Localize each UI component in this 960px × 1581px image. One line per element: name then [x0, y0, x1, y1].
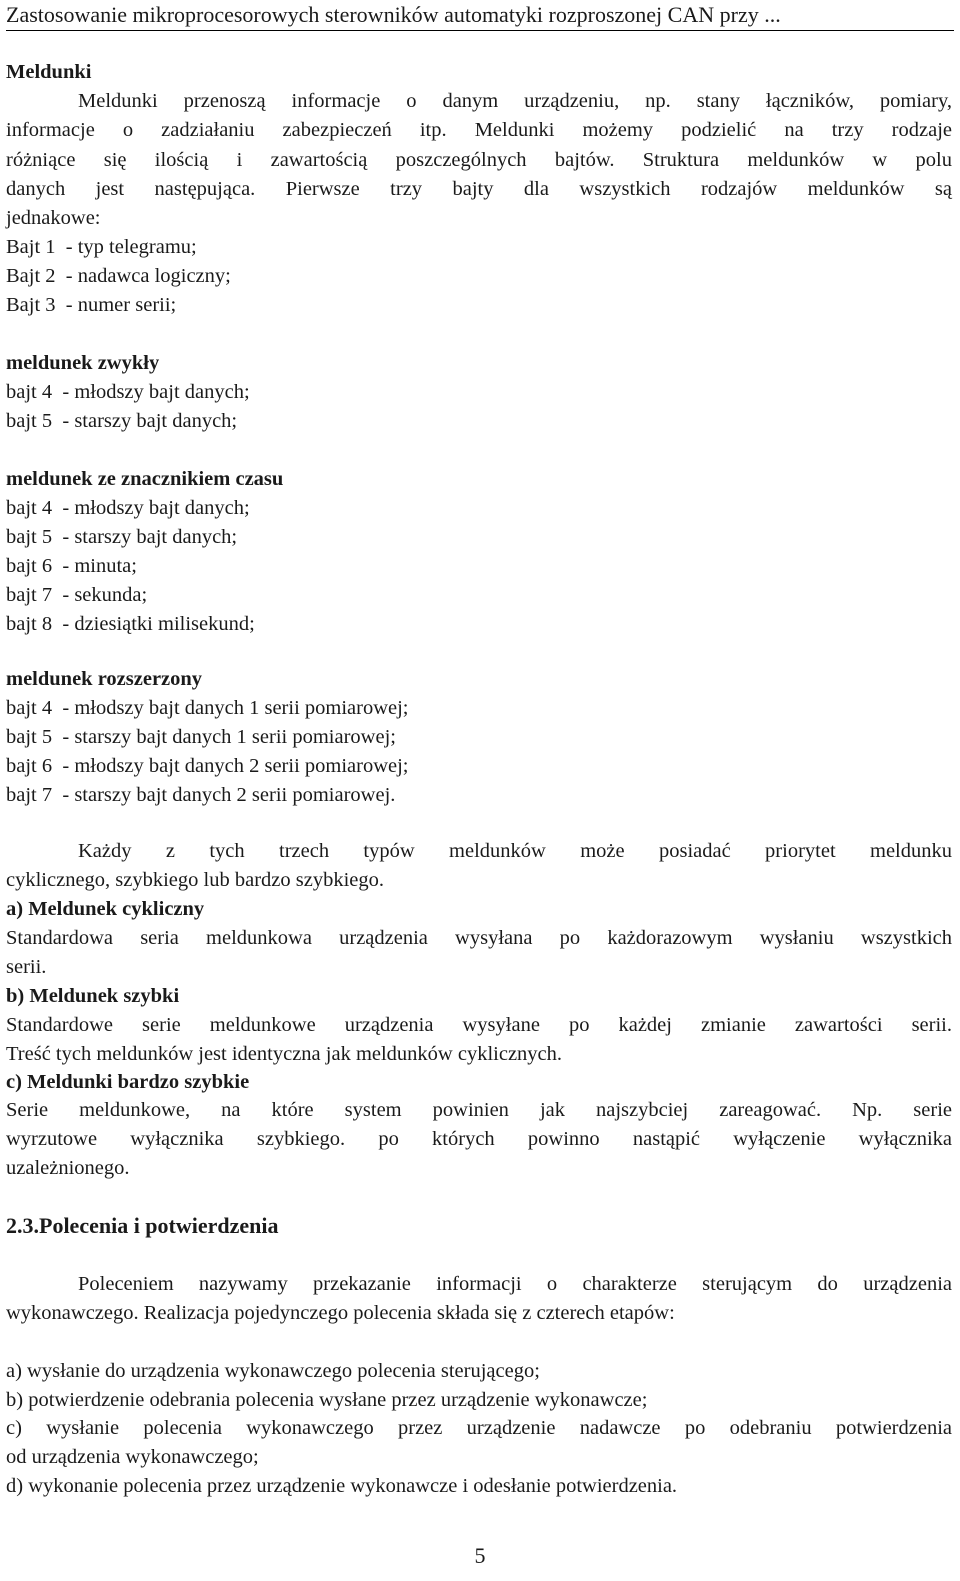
meldunki-heading: Meldunki — [6, 61, 92, 83]
cykliczny-line-1: Standardowa seria meldunkowa urządzenia wysyłana po każdorazowym wysłaniu wszystkich — [6, 927, 952, 949]
step-b: b) potwierdzenie odebrania polecenia wysłane przez urządzenie wykonawcze; — [6, 1389, 648, 1411]
priority-line-1: Każdy z tych trzech typów meldunków może posiadać priorytet meldunku — [78, 840, 952, 862]
common-byte-1: Bajt 1 - typ telegramu; — [6, 236, 197, 258]
intro-line-3: różniące się ilością i zawartością poszczególnych bajtów. Struktura meldunków w polu — [6, 149, 952, 171]
znacznik-item: bajt 8 - dziesiątki milisekund; — [6, 613, 255, 635]
znacznik-item: bajt 5 - starszy bajt danych; — [6, 526, 238, 548]
zwykly-title: meldunek zwykły — [6, 352, 160, 374]
section-intro-line-1: Poleceniem nazywamy przekazanie informacji o charakterze sterującym do urządzenia — [78, 1273, 952, 1295]
step-c: c) wysłanie polecenia wykonawczego przez urządzenie nadawcze po odebraniu potwierdzenia — [6, 1417, 952, 1439]
step-a: a) wysłanie do urządzenia wykonawczego polecenia sterującego; — [6, 1360, 540, 1382]
step-d: d) wykonanie polecenia przez urządzenie wykonawcze i odesłanie potwierdzenia. — [6, 1475, 678, 1497]
running-header: Zastosowanie mikroprocesorowych sterowników automatyki rozproszonej CAN przy ... — [6, 0, 954, 31]
common-byte-3: Bajt 3 - numer serii; — [6, 294, 177, 316]
cykliczny-line-2: serii. — [6, 956, 47, 978]
cykliczny-title: a) Meldunek cykliczny — [6, 898, 205, 920]
page-number: 5 — [474, 1543, 486, 1568]
intro-line-2: informacje o zadziałaniu zabezpieczeń itp. Meldunki możemy podzielić na trzy rodzaje — [6, 119, 952, 141]
szybki-title: b) Meldunek szybki — [6, 985, 180, 1007]
section-intro-line-2: wykonawczego. Realizacja pojedynczego polecenia składa się z czterech etapów: — [6, 1302, 675, 1324]
znacznik-item: bajt 7 - sekunda; — [6, 584, 148, 606]
intro-line-5: jednakowe: — [6, 207, 101, 229]
bardzo-szybkie-line-3: uzależnionego. — [6, 1157, 130, 1179]
step-c-continued: od urządzenia wykonawczego; — [6, 1446, 259, 1468]
zwykly-item: bajt 4 - młodszy bajt danych; — [6, 381, 250, 403]
rozszerzony-item: bajt 6 - młodszy bajt danych 2 serii pomiarowej; — [6, 755, 409, 777]
rozszerzony-item: bajt 5 - starszy bajt danych 1 serii pomiarowej; — [6, 726, 396, 748]
common-byte-2: Bajt 2 - nadawca logiczny; — [6, 265, 231, 287]
znacznik-item: bajt 4 - młodszy bajt danych; — [6, 497, 250, 519]
zwykly-item: bajt 5 - starszy bajt danych; — [6, 410, 238, 432]
intro-line-1: Meldunki przenoszą informacje o danym urządzeniu, np. stany łączników, pomiary, — [78, 90, 952, 112]
szybki-line-2: Treść tych meldunków jest identyczna jak meldunków cyklicznych. — [6, 1043, 563, 1065]
intro-line-4: danych jest następująca. Pierwsze trzy bajty dla wszystkich rodzajów meldunków są — [6, 178, 952, 200]
section-title: 2.3.Polecenia i potwierdzenia — [6, 1213, 279, 1238]
bardzo-szybkie-line-1: Serie meldunkowe, na które system powinien jak najszybciej zareagować. Np. serie — [6, 1099, 952, 1121]
znacznik-item: bajt 6 - minuta; — [6, 555, 137, 577]
rozszerzony-title: meldunek rozszerzony — [6, 668, 203, 690]
szybki-line-1: Standardowe serie meldunkowe urządzenia wysyłane po każdej zmianie zawartości serii. — [6, 1014, 952, 1036]
znacznik-title: meldunek ze znacznikiem czasu — [6, 468, 284, 490]
rozszerzony-item: bajt 7 - starszy bajt danych 2 serii pomiarowej. — [6, 784, 396, 806]
bardzo-szybkie-title: c) Meldunki bardzo szybkie — [6, 1071, 250, 1093]
bardzo-szybkie-line-2: wyrzutowe wyłącznika szybkiego. po których powinno nastąpić wyłączenie wyłącznika — [6, 1128, 952, 1150]
rozszerzony-item: bajt 4 - młodszy bajt danych 1 serii pomiarowej; — [6, 697, 409, 719]
priority-line-2: cyklicznego, szybkiego lub bardzo szybkiego. — [6, 869, 384, 891]
